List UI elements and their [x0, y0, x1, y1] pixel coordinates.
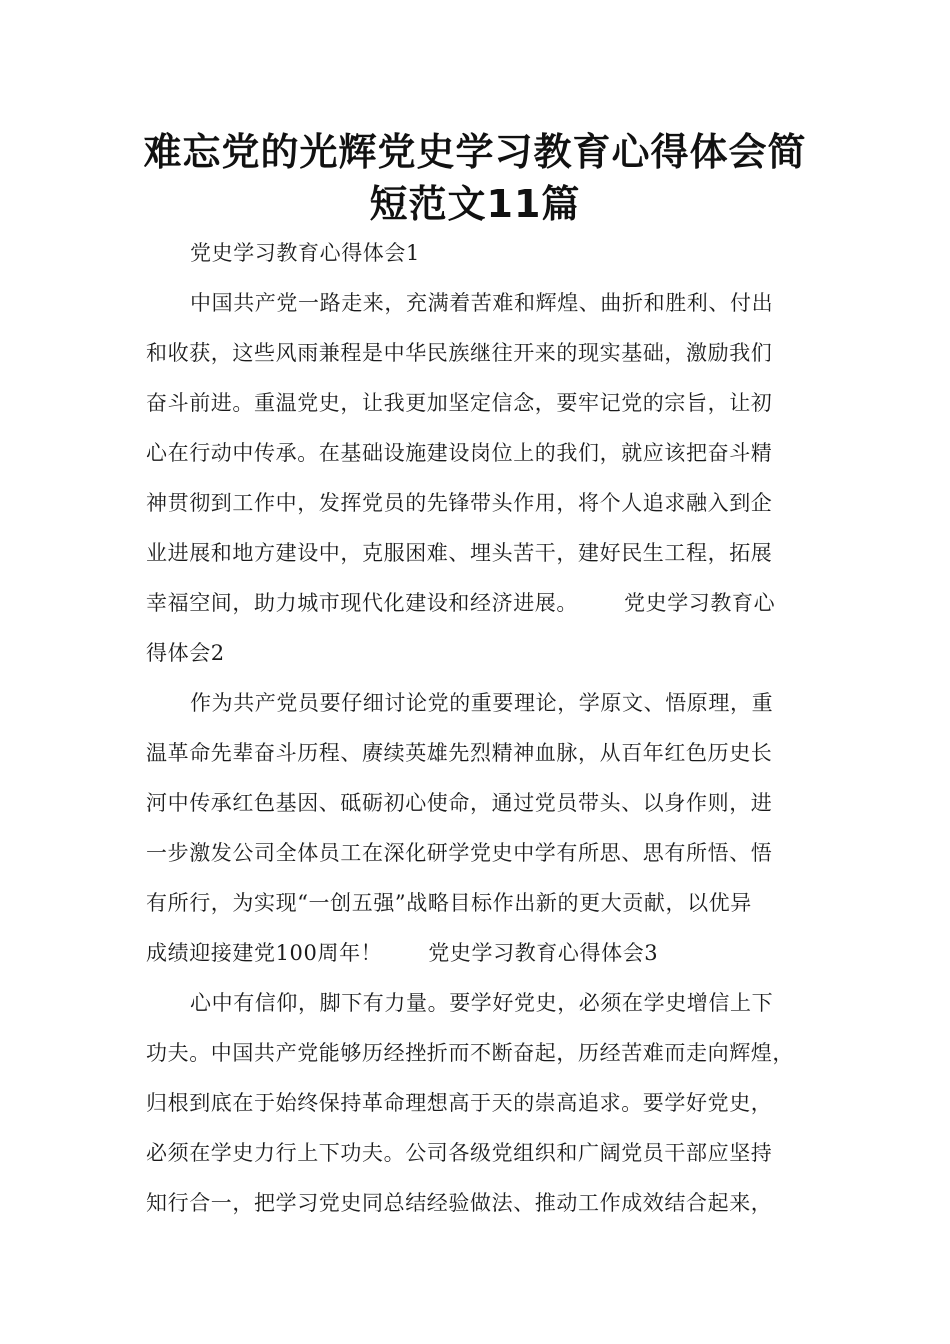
paragraph-3-line: 知行合一，把学习党史同总结经验做法、推动工作成效结合起来， [146, 1191, 773, 1215]
paragraph-1-last-line [146, 588, 816, 618]
paragraph-3-line: 必须在学史力行上下功夫。公司各级党组织和广阔党员干部应坚持 [146, 1141, 773, 1165]
document-title-line-1: 难忘党的光辉党史学习教育心得体会简 [143, 130, 807, 174]
paragraph-2-last-line [146, 938, 816, 968]
section-heading-3: 党史学习教育心得体会3 [428, 941, 659, 965]
paragraph-2-line: 一步激发公司全体员工在深化研学党史中学有所思、思有所悟、悟 [146, 841, 773, 865]
paragraph-1-line: 神贯彻到工作中，发挥党员的先锋带头作用，将个人追求融入到企 [146, 491, 773, 515]
paragraph-1-line: 心在行动中传承。在基础设施建设岗位上的我们，就应该把奋斗精 [146, 441, 773, 465]
paragraph-3-line: 心中有信仰，脚下有力量。要学好党史，必须在学史增信上下 [190, 991, 774, 1015]
paragraph-2-line: 温革命先辈奋斗历程、赓续英雄先烈精神血脉，从百年红色历史长 [146, 741, 773, 765]
paragraph-1-line: 奋斗前进。重温党史，让我更加坚定信念，要牢记党的宗旨，让初 [146, 391, 773, 415]
paragraph-2-line: 作为共产党员要仔细讨论党的重要理论，学原文、悟原理，重 [190, 691, 774, 715]
paragraph-2-line: 河中传承红色基因、砥砺初心使命，通过党员带头、以身作则，进 [146, 791, 773, 815]
paragraph-2-line: 成绩迎接建党100周年！ [146, 941, 383, 965]
section-heading-1: 党史学习教育心得体会1 [190, 241, 420, 265]
paragraph-1-line: 中国共产党一路走来，充满着苦难和辉煌、曲折和胜利、付出 [190, 291, 774, 315]
paragraph-1-line: 业进展和地方建设中，克服困难、埋头苦干，建好民生工程，拓展 [146, 541, 773, 565]
paragraph-3-line: 归根到底在于始终保持革命理想高于天的崇高追求。要学好党史， [146, 1091, 773, 1115]
section-heading-2-part-1: 党史学习教育心 [624, 591, 776, 615]
paragraph-3-line: 功夫。中国共产党能够历经挫折而不断奋起，历经苦难而走向辉煌， [146, 1041, 794, 1065]
paragraph-2-line: 有所行，为实现“一创五强”战略目标作出新的更大贡献，以优异 [146, 891, 752, 915]
document-title-line-2: 短范文11篇 [369, 182, 581, 226]
paragraph-1-line: 和收获，这些风雨兼程是中华民族继往开来的现实基础，激励我们 [146, 341, 773, 365]
paragraph-1-line: 幸福空间，助力城市现代化建设和经济进展。 [146, 591, 578, 615]
section-heading-2-part-2: 得体会2 [146, 641, 225, 665]
